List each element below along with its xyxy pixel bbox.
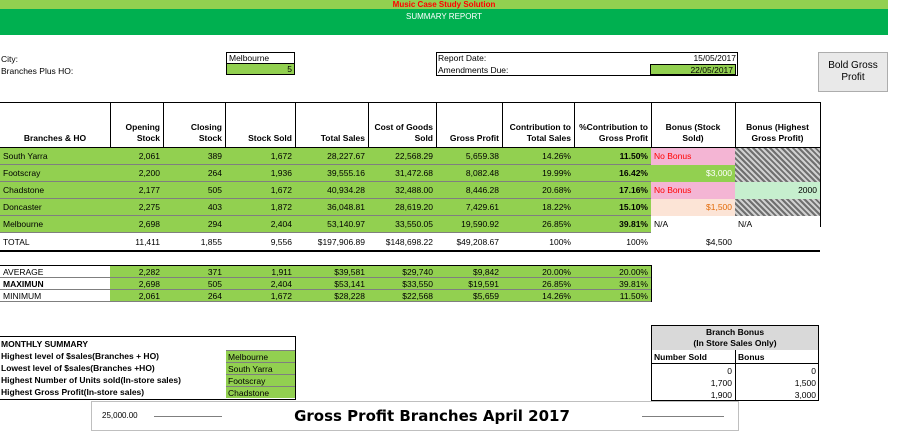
column-header xyxy=(436,102,502,146)
column-header-label: %Contribution to Gross Profit xyxy=(579,122,648,143)
table-cell: 2,404 xyxy=(270,219,292,229)
stat-cell: 371 xyxy=(207,267,222,277)
stat-cell: 2,698 xyxy=(138,279,160,289)
table-cell: 39,555.16 xyxy=(327,168,365,178)
total-label: TOTAL xyxy=(3,237,30,247)
monthly-summary-label: Highest Gross Profit(In-store sales) xyxy=(1,387,145,397)
total-cell: 11,411 xyxy=(135,237,160,247)
branch-name: Melbourne xyxy=(3,219,44,229)
table-cell: 19.99% xyxy=(542,168,571,178)
table-cell: 2000 xyxy=(735,182,820,199)
table-cell xyxy=(735,199,820,216)
column-header-label: Branches & HO xyxy=(23,133,87,143)
table-cell: 2,061 xyxy=(138,151,160,161)
table-cell: N/A xyxy=(735,216,820,233)
stat-cell: 11.50% xyxy=(619,291,648,301)
table-cell: 36,048.81 xyxy=(327,202,365,212)
stat-cell: $53,141 xyxy=(334,279,365,289)
column-header-label: Cost of Goods Sold xyxy=(374,122,433,143)
branch-name: Doncaster xyxy=(3,202,42,212)
column-header xyxy=(110,102,163,146)
column-header xyxy=(295,102,368,146)
table-cell: 1,872 xyxy=(270,202,292,212)
report-subtitle: SUMMARY REPORT xyxy=(405,12,482,21)
branch-bonus-col-number: Number Sold xyxy=(654,352,707,362)
stat-cell: $22,568 xyxy=(402,291,433,301)
branches-label: Branches Plus HO: xyxy=(1,66,74,76)
stat-cell: 505 xyxy=(207,279,222,289)
column-header-label: Gross Profit xyxy=(449,133,499,143)
table-cell: 2,698 xyxy=(138,219,160,229)
table-cell: No Bonus xyxy=(651,182,735,199)
chart-y-tick: 25,000.00 xyxy=(102,411,138,420)
column-header xyxy=(163,102,225,146)
stats-right-border xyxy=(651,265,652,302)
table-cell: 32,488.00 xyxy=(395,185,433,195)
stat-rule xyxy=(0,301,651,302)
table-cell: 33,550.05 xyxy=(395,219,433,229)
total-cell: 100% xyxy=(549,237,571,247)
column-header-label: Contribution to Total Sales xyxy=(509,122,571,143)
amend-label: Amendments Due: xyxy=(438,65,509,75)
table-cell: 403 xyxy=(207,202,222,212)
branch-bonus-table xyxy=(651,325,819,401)
table-cell: No Bonus xyxy=(651,148,735,165)
stat-cell: $39,581 xyxy=(334,267,365,277)
stat-cell: $29,740 xyxy=(402,267,433,277)
branch-name: Footscray xyxy=(3,168,41,178)
table-cell: 26.85% xyxy=(542,219,571,229)
monthly-summary-value: Chadstone xyxy=(226,386,295,398)
table-cell: $3,000 xyxy=(651,165,735,182)
branch-bonus-value: 0 xyxy=(811,366,816,376)
column-header-label: Bonus (Highest Gross Profit) xyxy=(746,122,809,143)
branch-bonus-title: Branch Bonus xyxy=(705,327,765,337)
column-header xyxy=(651,102,735,146)
button-label: Bold Gross Profit xyxy=(828,60,878,83)
table-cell: 7,429.61 xyxy=(465,202,499,212)
branch-bonus-value: 3,000 xyxy=(794,390,816,400)
stat-cell: 1,672 xyxy=(270,291,292,301)
branch-name: Chadstone xyxy=(3,185,45,195)
monthly-summary xyxy=(0,336,296,400)
stat-cell: $28,228 xyxy=(334,291,365,301)
stat-label: MINIMUM xyxy=(3,291,42,301)
table-cell: 28,227.67 xyxy=(327,151,365,161)
table-cell: 2,200 xyxy=(138,168,160,178)
table-cell: 1,672 xyxy=(270,185,292,195)
column-header xyxy=(502,102,574,146)
column-header-label: Total Sales xyxy=(320,133,365,143)
monthly-summary-label: Lowest level of $sales(Branches +HO) xyxy=(1,363,155,373)
total-cell: $49,208.67 xyxy=(456,237,499,247)
stat-cell: 39.81% xyxy=(619,279,648,289)
table-cell: 14.26% xyxy=(542,151,571,161)
report-date-label: Report Date: xyxy=(438,53,487,63)
branches-value[interactable]: 5 xyxy=(226,63,295,75)
stats-top-rule xyxy=(0,265,651,266)
table-cell: 16.42% xyxy=(619,168,648,178)
chart-title: Gross Profit Branches April 2017 xyxy=(222,406,642,426)
table-cell: 2,275 xyxy=(138,202,160,212)
report-title: Music Case Study Solution xyxy=(392,0,496,9)
table-cell: 5,659.38 xyxy=(465,151,499,161)
table-cell: 294 xyxy=(207,219,222,229)
column-header-label: Opening Stock xyxy=(125,122,160,143)
stat-cell: 20.00% xyxy=(542,267,571,277)
table-cell: 20.68% xyxy=(542,185,571,195)
branch-bonus-number: 1,700 xyxy=(710,378,732,388)
column-header xyxy=(368,102,436,146)
table-cell xyxy=(735,148,820,165)
table-cell: 31,472.68 xyxy=(395,168,433,178)
column-header xyxy=(225,102,295,146)
monthly-summary-label: Highest level of $sales(Branches + HO) xyxy=(1,351,160,361)
stat-cell: 26.85% xyxy=(542,279,571,289)
table-cell: 40,934.28 xyxy=(327,185,365,195)
monthly-summary-title: MONTHLY SUMMARY xyxy=(1,339,89,349)
branch-name: South Yarra xyxy=(3,151,48,161)
branch-bonus-number: 0 xyxy=(727,366,732,376)
branch-bonus-divider xyxy=(735,350,736,400)
city-label: City: xyxy=(1,54,18,64)
stat-cell: 14.26% xyxy=(542,291,571,301)
table-cell: 1,672 xyxy=(270,151,292,161)
branch-bonus-rule xyxy=(652,363,818,364)
total-cell: $197,906.89 xyxy=(317,237,365,247)
column-header-label: Bonus (Stock Sold) xyxy=(665,122,721,143)
stat-cell: 20.00% xyxy=(619,267,648,277)
stat-cell: 2,061 xyxy=(138,291,160,301)
total-cell: $148,698.22 xyxy=(385,237,433,247)
table-cell: 22,568.29 xyxy=(395,151,433,161)
column-header-label: Closing Stock xyxy=(190,122,222,143)
stat-cell: 2,282 xyxy=(138,267,160,277)
table-cell: 15.10% xyxy=(619,202,648,212)
total-cell: 100% xyxy=(626,237,648,247)
table-cell: 53,140.97 xyxy=(327,219,365,229)
monthly-summary-value: Melbourne xyxy=(226,350,295,362)
city-value[interactable]: Melbourne xyxy=(226,52,295,64)
table-cell xyxy=(735,165,820,182)
report-date-value[interactable]: 15/05/2017 xyxy=(693,53,736,63)
table-cell: 39.81% xyxy=(619,219,648,229)
stat-cell: $9,842 xyxy=(473,267,499,277)
branch-bonus-value: 1,500 xyxy=(794,378,816,388)
table-cell: 264 xyxy=(207,168,222,178)
monthly-summary-value: Footscray xyxy=(226,374,295,386)
branch-bonus-col-bonus: Bonus xyxy=(738,352,765,362)
branch-bonus-subtitle: (In Store Sales Only) xyxy=(693,338,777,348)
monthly-summary-label: Highest Number of Units sold(In-store sales) xyxy=(1,375,181,385)
monthly-summary-value: South Yarra xyxy=(226,362,295,374)
stat-cell: 264 xyxy=(207,291,222,301)
total-cell: 9,556 xyxy=(270,237,292,247)
table-cell: 19,590.92 xyxy=(461,219,499,229)
table-cell: 18.22% xyxy=(542,202,571,212)
table-cell: 11.50% xyxy=(619,151,648,161)
amend-value[interactable]: 22/05/2017 xyxy=(650,64,736,75)
stat-cell: 2,404 xyxy=(270,279,292,289)
table-cell: $1,500 xyxy=(651,199,735,216)
summary-table xyxy=(0,102,820,312)
table-cell: 8,446.28 xyxy=(465,185,499,195)
table-cell: 2,177 xyxy=(138,185,160,195)
stat-cell: $19,591 xyxy=(468,279,499,289)
table-cell: 1,936 xyxy=(270,168,292,178)
total-cell: $4,500 xyxy=(706,237,732,247)
stat-cell: 1,911 xyxy=(271,267,292,277)
stat-cell: $5,659 xyxy=(473,291,499,301)
bold-gross-profit-button[interactable] xyxy=(818,52,888,92)
table-right-border xyxy=(820,102,821,227)
column-header-label: Stock Sold xyxy=(248,133,292,143)
table-cell: 17.16% xyxy=(619,185,648,195)
table-cell: 505 xyxy=(207,185,222,195)
stat-label: AVERAGE xyxy=(3,267,44,277)
table-cell: 8,082.48 xyxy=(465,168,499,178)
column-header xyxy=(0,102,110,146)
total-cell: 1,855 xyxy=(200,237,222,247)
table-cell: N/A xyxy=(651,216,735,233)
stat-label: MAXIMUN xyxy=(3,279,44,289)
table-cell: 389 xyxy=(207,151,222,161)
table-cell: 28,619.20 xyxy=(395,202,433,212)
column-header xyxy=(735,102,820,146)
column-header xyxy=(574,102,651,146)
chart-area[interactable] xyxy=(91,401,739,431)
branch-bonus-number: 1,900 xyxy=(710,390,732,400)
stat-cell: $33,550 xyxy=(402,279,433,289)
